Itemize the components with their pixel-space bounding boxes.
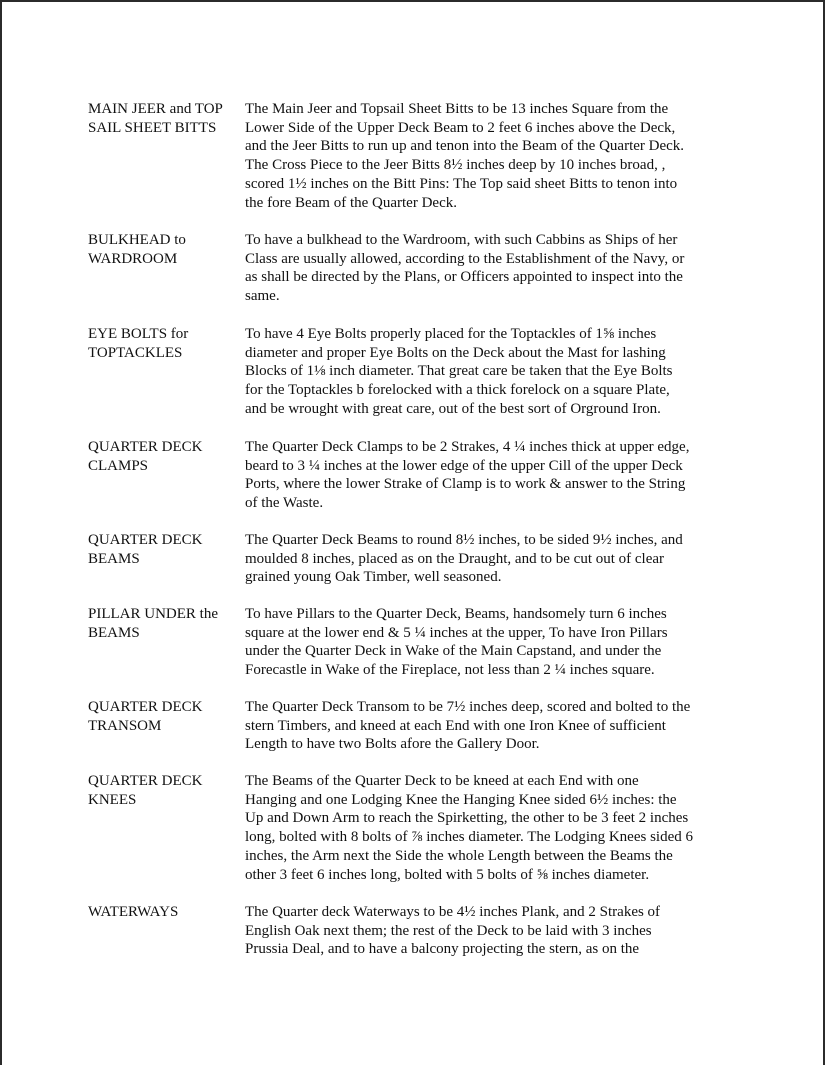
entry-label: QUARTER DECK BEAMS [88, 532, 203, 567]
entry-text: To have Pillars to the Quarter Deck, Beams, handsomely turn 6 inches square at the lower end & 5 ¼ inches at the upper, To have Iron Pillars under the Quarter Deck in Wake of the Main Capstand, and under the Forecastle in Wake of the Fireplace, not less than 2 ¼ inches square. [245, 606, 668, 679]
entry-label: PILLAR UNDER the BEAMS [88, 606, 218, 641]
entry-text: The Quarter Deck Transom to be 7½ inches deep, scored and bolted to the stern Timbers, and kneed at each End with one Iron Knee of sufficient Length to have two Bolts afore the Gallery Door. [245, 699, 691, 753]
entry-text: The Quarter deck Waterways to be 4½ inches Plank, and 2 Strakes of English Oak next them; the rest of the Deck to be laid with 3 inches Prussia Deal, and to have a balcony projecting the stern, as on the [245, 904, 661, 958]
entry-text: To have a bulkhead to the Wardroom, with such Cabbins as Ships of her Class are usually allowed, according to the Establishment of the Navy, or as shall be directed by the Plans, or Officers appointed to inspect into the same. [245, 232, 685, 305]
entry-text: The Beams of the Quarter Deck to be kneed at each End with one Hanging and one Lodging Knee the Hanging Knee sided 6½ inches: the Up and Down Arm to reach the Spirketting, the other to be 3 feet 2 inches long, bolted with 8 bolts of ⅞ inches diameter. The Lodging Knees sided 6 inches, the Arm next the Side the whole Length between the Beams the other 3 feet 6 inches long, bolted with 5 bolts of ⅝ inches diameter. [245, 773, 693, 883]
entry-text: The Quarter Deck Clamps to be 2 Strakes, 4 ¼ inches thick at upper edge, beard to 3 ¼ inches at the lower edge of the upper Cill of the upper Deck Ports, where the lower Strake of Clamp is to work & answer to the String of the Waste. [245, 439, 690, 512]
entry-label: EYE BOLTS for TOPTACKLES [88, 326, 189, 361]
entry-label: WATERWAYS [88, 904, 179, 920]
entry-label: QUARTER DECK CLAMPS [88, 439, 203, 474]
entry-label: BULKHEAD to WARDROOM [88, 232, 186, 267]
entry-pillar-under-beams [88, 605, 748, 680]
entry-label: QUARTER DECK TRANSOM [88, 699, 203, 734]
entry-eye-bolts [88, 325, 748, 419]
entry-quarter-deck-clamps [88, 438, 748, 513]
entry-bulkhead-wardroom [88, 231, 748, 306]
entry-label: QUARTER DECK KNEES [88, 773, 203, 808]
entry-main-jeer-bitts [88, 100, 748, 212]
entry-quarter-deck-beams [88, 531, 748, 587]
entry-quarter-deck-knees [88, 772, 748, 884]
entry-text: The Quarter Deck Beams to round 8½ inches, to be sided 9½ inches, and moulded 8 inches, placed as on the Draught, and to be cut out of clear grained young Oak Timber, well seasoned. [245, 532, 683, 586]
entry-waterways [88, 903, 748, 959]
entry-quarter-deck-transom [88, 698, 748, 754]
entry-text: To have 4 Eye Bolts properly placed for the Toptackles of 1⅝ inches diameter and proper Eye Bolts on the Deck about the Mast for lashing Blocks of 1⅛ inch diameter. That great care be taken that the Eye Bolts for the Toptackles b forelocked with a thick forelock on a square Plate, and be wrought with great care, out of the best sort of Orground Iron. [245, 326, 673, 417]
entry-label: MAIN JEER and TOP SAIL SHEET BITTS [88, 101, 223, 136]
entry-text: The Main Jeer and Topsail Sheet Bitts to be 13 inches Square from the Lower Side of the Upper Deck Beam to 2 feet 6 inches above the Deck, and the Jeer Bitts to run up and tenon into the Beam of the Quarter Deck. The Cross Piece to the Jeer Bitts 8½ inches deep by 10 inches broad, , scored 1½ inches on the Bitt Pins: The Top said sheet Bitts to tenon into the fore Beam of the Quarter Deck. [245, 101, 685, 211]
